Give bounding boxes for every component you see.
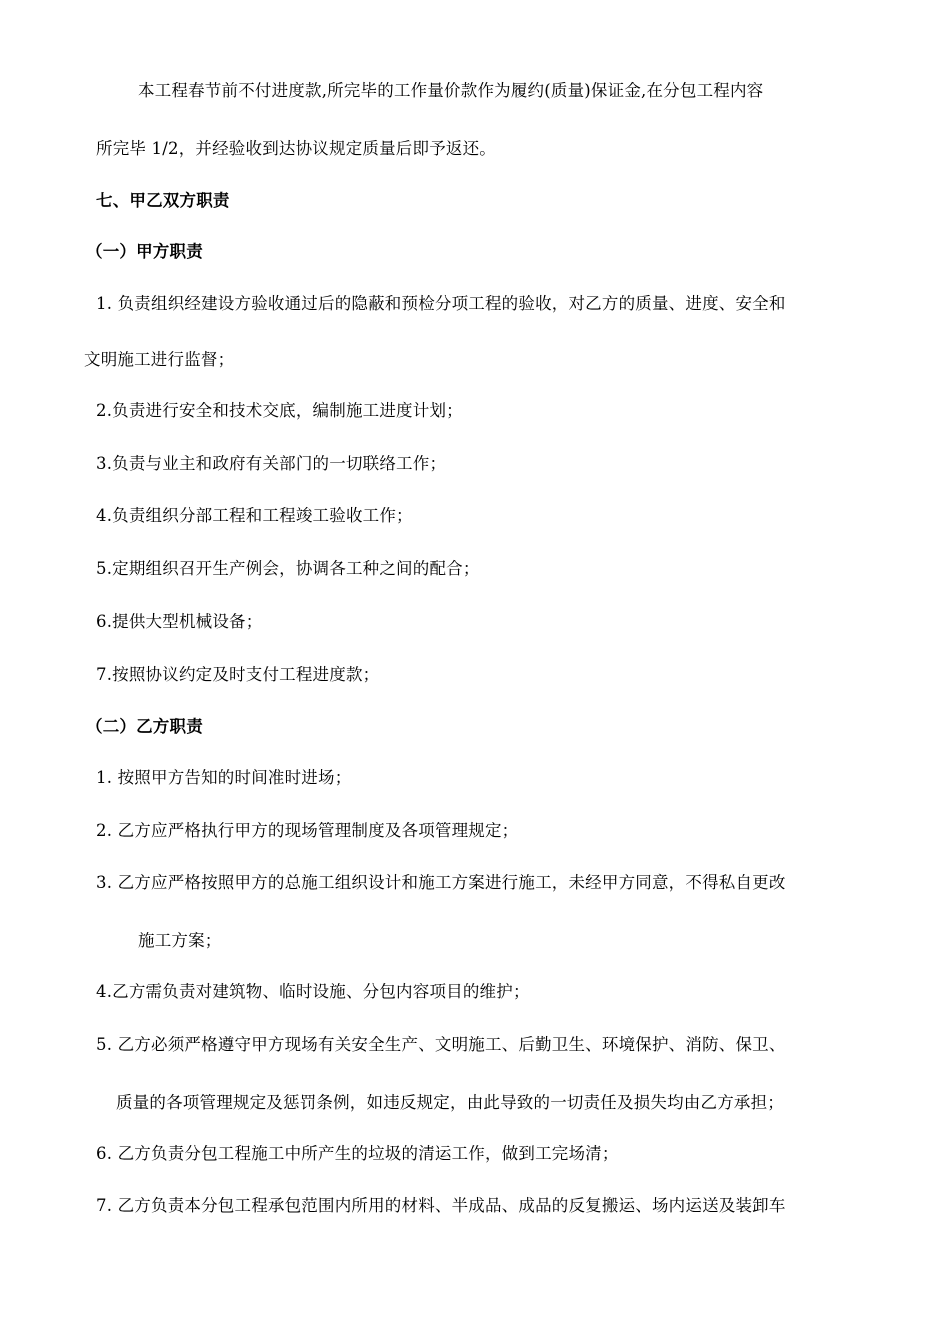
- party-b-item-4: 4.乙方需负责对建筑物、临时设施、分包内容项目的维护；: [96, 982, 530, 1001]
- party-b-item-6: 6. 乙方负责分包工程施工中所产生的垃圾的清运工作，做到工完场清；: [96, 1144, 619, 1163]
- party-a-item-4: 4.负责组织分部工程和工程竣工验收工作；: [96, 506, 413, 525]
- party-b-item-2: 2. 乙方应严格执行甲方的现场管理制度及各项管理规定；: [96, 821, 519, 840]
- paragraph-line-1: 本工程春节前不付进度款,所完毕的工作量价款作为履约(质量)保证金,在分包工程内容: [138, 81, 764, 100]
- party-a-item-5: 5.定期组织召开生产例会，协调各工种之间的配合；: [96, 559, 480, 578]
- subsection-heading-party-b: （二）乙方职责: [86, 717, 203, 736]
- party-a-item-1-cont: 文明施工进行监督；: [84, 350, 235, 369]
- party-a-item-7: 7.按照协议约定及时支付工程进度款；: [96, 665, 380, 684]
- subsection-heading-party-a: （一）甲方职责: [86, 242, 203, 261]
- party-b-item-3: 3. 乙方应严格按照甲方的总施工组织设计和施工方案进行施工，未经甲方同意，不得私自更改: [96, 873, 786, 892]
- party-b-item-7: 7. 乙方负责本分包工程承包范围内所用的材料、半成品、成品的反复搬运、场内运送及装卸车: [96, 1196, 786, 1215]
- party-a-item-6: 6.提供大型机械设备；: [96, 612, 263, 631]
- party-b-item-1: 1. 按照甲方告知的时间准时进场；: [96, 768, 352, 787]
- party-b-item-3-cont: 施工方案；: [138, 931, 222, 950]
- party-a-item-3: 3.负责与业主和政府有关部门的一切联络工作；: [96, 454, 447, 473]
- party-b-item-5-cont: 质量的各项管理规定及惩罚条例，如违反规定，由此导致的一切责任及损失均由乙方承担；: [116, 1093, 784, 1112]
- party-b-item-5: 5. 乙方必须严格遵守甲方现场有关安全生产、文明施工、后勤卫生、环境保护、消防、保卫、: [96, 1035, 786, 1054]
- party-a-item-2: 2.负责进行安全和技术交底，编制施工进度计划；: [96, 401, 463, 420]
- paragraph-line-2: 所完毕 1/2，并经验收到达协议规定质量后即予返还。: [96, 139, 496, 158]
- section-heading-7: 七、甲乙双方职责: [96, 191, 230, 210]
- party-a-item-1: 1. 负责组织经建设方验收通过后的隐蔽和预检分项工程的验收，对乙方的质量、进度、安全和: [96, 294, 786, 313]
